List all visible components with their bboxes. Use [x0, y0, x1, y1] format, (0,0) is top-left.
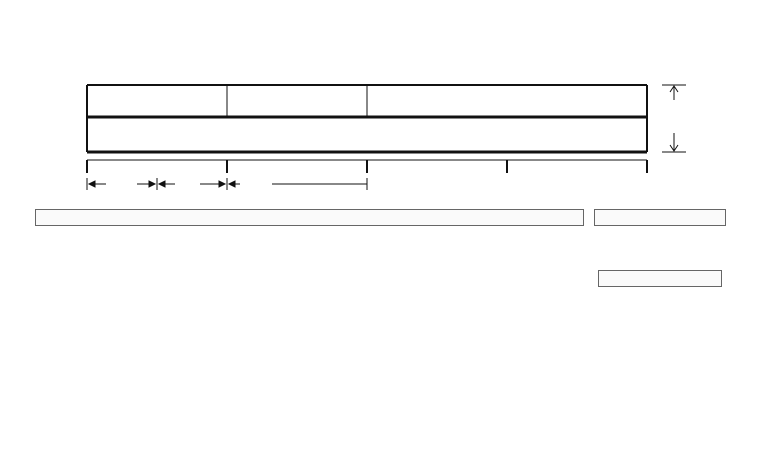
- bit-ruler: [87, 160, 647, 173]
- header-diagram: [0, 0, 768, 200]
- col-header-1: [37, 236, 39, 245]
- size-bracket: [662, 85, 686, 152]
- col-header-2: [210, 236, 212, 245]
- col-header-3: [405, 236, 407, 245]
- size-legend: [87, 178, 367, 190]
- rfc-box: [598, 270, 722, 287]
- types-header: [35, 209, 584, 226]
- header-row-1: [87, 85, 647, 152]
- checksum-header: [594, 209, 726, 226]
